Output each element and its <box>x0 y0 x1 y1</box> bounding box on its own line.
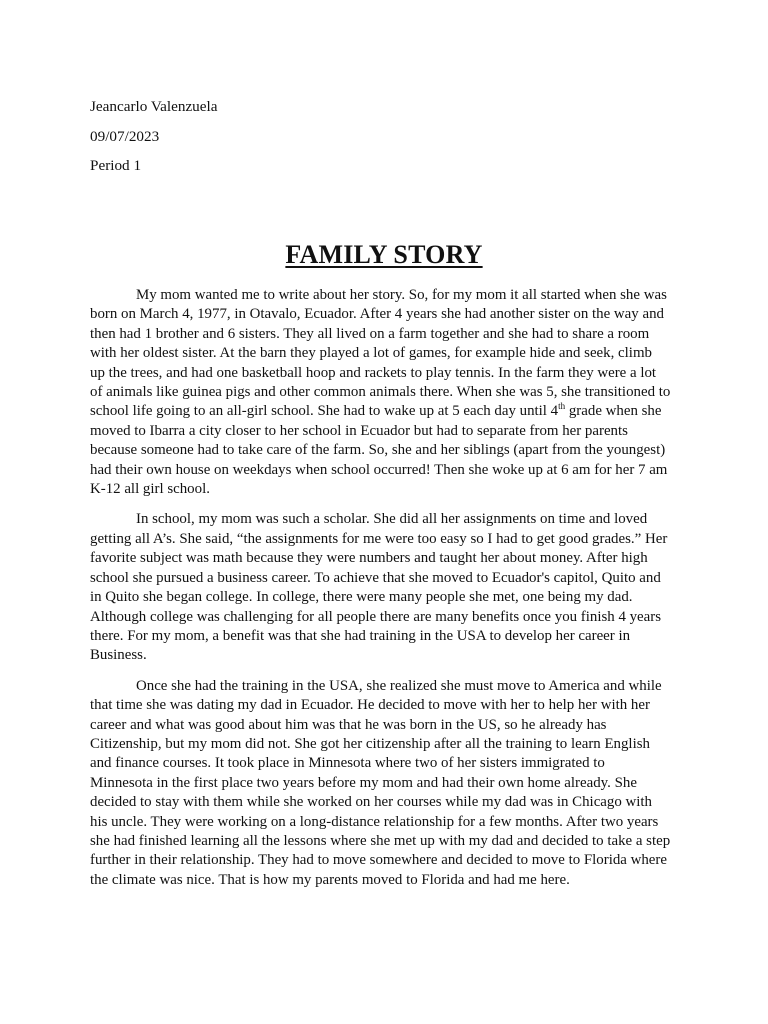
paragraph-line: the climate was nice. That is how my parents moved to Florida and had me here. <box>90 871 570 888</box>
paragraph-line: Business. <box>90 647 147 664</box>
paragraph-line: up the trees, and had one basketball hoop and rackets to play tennis. In the farm they were a lot <box>90 364 657 381</box>
paragraph-line: that time she was dating my dad in Ecuador. He decided to move with her to help her with her <box>90 697 650 714</box>
paragraph-line: decided to stay with them while she worked on her courses while my dad was in Chicago with <box>90 794 652 811</box>
paragraph-line: in Quito she began college. In college, there were many people she met, one being my dad. <box>90 589 633 606</box>
paragraph-line: favorite subject was math because they were numbers and taught her about money. After high <box>90 550 648 567</box>
class-period: Period 1 <box>90 157 142 174</box>
ordinal-superscript: th <box>558 401 566 412</box>
paragraph-line: had their own house on weekdays when school occurred! Then she woke up at 6 am for her 7 am <box>90 461 668 478</box>
paragraph-line: Once she had the training in the USA, she realized she must move to America and while <box>136 677 662 694</box>
paragraph-3 <box>90 677 682 890</box>
document-date: 09/07/2023 <box>90 127 160 145</box>
paragraph-line: she had finished learning all the lessons where she met up with my dad and decided to take a step <box>90 832 671 849</box>
paragraph-line-with-superscript <box>90 402 682 421</box>
paragraph-line-text: school life going to an all-girl school. She had to wake up at 5 each day until 4 <box>90 403 559 420</box>
paragraph-line: of animals like guinea pigs and other common animals there. When she was 5, she transitioned to <box>90 384 671 401</box>
paragraph-line: then had 1 brother and 6 sisters. They all lived on a farm together and she had to share a room <box>90 325 650 342</box>
document-body <box>90 286 682 901</box>
paragraph-2 <box>90 510 682 665</box>
paragraph-line-tail: grade when she <box>565 403 662 420</box>
paragraph-line: My mom wanted me to write about her story. So, for my mom it all started when she was <box>136 287 667 303</box>
paragraph-line: further in their relationship. They had to move somewhere and decided to move to Florida where <box>90 852 667 869</box>
paragraph-line: with her oldest sister. At the barn they played a lot of games, for example hide and seek, climb <box>90 345 652 362</box>
paragraph-line: getting all A’s. She said, “the assignments for me were too easy so I had to get good grades.” Her <box>90 530 668 547</box>
paragraph-line: born on March 4, 1977, in Otavalo, Ecuador. After 4 years she had another sister on the way and <box>90 306 664 323</box>
paragraph-line: Minnesota in the first place two years before my mom and had their own home already. She <box>90 774 637 791</box>
paragraph-line: Although college was challenging for all people there are many benefits once you finish 4 years <box>90 608 662 625</box>
document-header <box>90 92 217 181</box>
paragraph-line: Citizenship, but my mom did not. She got her citizenship after all the training to learn English <box>90 735 650 752</box>
paragraph-line: career and what was good about him was that he was born in the US, so he already has <box>90 716 607 733</box>
paragraph-line: and finance courses. It took place in Minnesota where two of her sisters immigrated to <box>90 755 605 772</box>
author-name: Jeancarlo Valenzuela <box>90 98 218 115</box>
paragraph-line: there. For my mom, a benefit was that she had training in the USA to develop her career in <box>90 627 631 644</box>
document-title: FAMILY STORY <box>285 240 483 269</box>
paragraph-line: K-12 all girl school. <box>90 481 210 498</box>
paragraph-line: because someone had to take care of the farm. So, she and her siblings (apart from the youngest) <box>90 442 666 459</box>
paragraph-line: his uncle. They were working on a long-distance relationship for a few months. After two years <box>90 813 659 830</box>
paragraph-line: moved to Ibarra a city closer to her school in Ecuador but had to separate from her parents <box>90 422 628 439</box>
paragraph-line: school she pursued a business career. To achieve that she moved to Ecuador's capitol, Quito and <box>90 569 661 586</box>
paragraph-1 <box>90 286 682 499</box>
paragraph-line: In school, my mom was such a scholar. She did all her assignments on time and loved <box>136 511 648 528</box>
